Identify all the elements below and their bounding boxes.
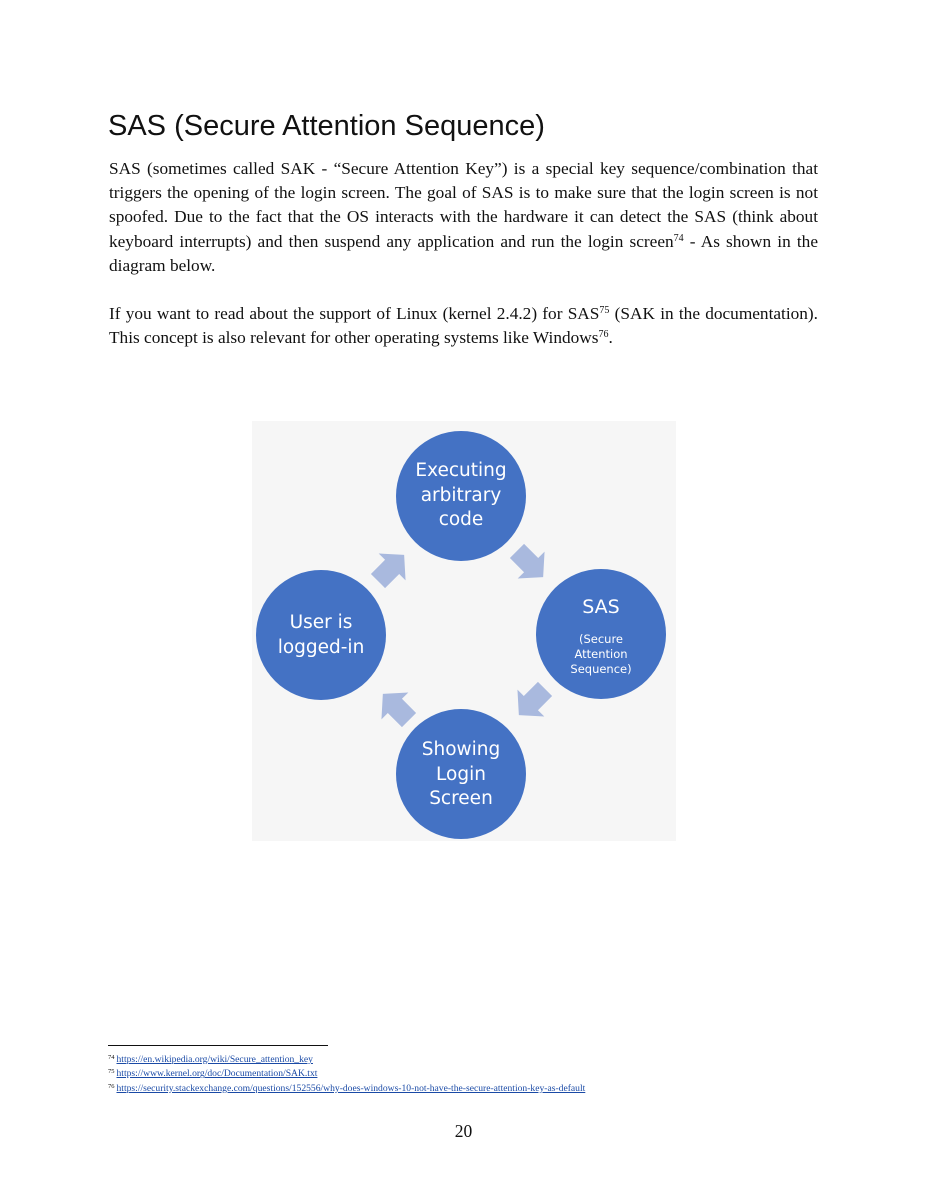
footnote-number: 76	[108, 1082, 115, 1090]
cycle-arrow	[365, 541, 418, 594]
node-title: SAS	[582, 596, 620, 618]
node-sublabel: (Secure	[578, 632, 624, 646]
node-label: Login	[436, 764, 486, 785]
paragraph-text: (SAK in the documentation). This concept is also relevant for other operating systems like Windows	[109, 304, 819, 348]
footnote-number: 74	[108, 1054, 115, 1061]
arrow-sas-to-showing	[505, 676, 558, 729]
footnotes	[108, 1052, 808, 1095]
footnote-number: 75	[108, 1068, 115, 1076]
node-label: Screen	[429, 788, 493, 809]
footnote-75	[108, 1066, 808, 1080]
cycle-arrow	[505, 676, 558, 729]
paragraph-text: If you want to read about the support of Linux (kernel 2.4.2) for SAS	[109, 304, 600, 323]
node-label: User is	[289, 612, 353, 633]
paragraph-text: .	[608, 328, 613, 348]
node-label: Showing	[421, 739, 501, 760]
footnote-74	[108, 1052, 808, 1066]
footnote-link[interactable]: https://security.stackexchange.com/questions/152556/why-does-windows-10-not-have-the-secure-attention-key-as-default	[116, 1082, 586, 1094]
footnote-divider	[108, 1045, 328, 1046]
arrow-user-to-executing	[365, 541, 418, 594]
node-label: Executing	[415, 460, 507, 481]
node-sublabel: Sequence)	[570, 662, 632, 676]
cycle-diagram-svg	[252, 421, 676, 841]
footnote-ref-75[interactable]: 75	[599, 305, 610, 316]
node-circle	[256, 570, 386, 700]
node-sublabel: Attention	[574, 647, 628, 661]
paragraph-sas-intro	[109, 157, 818, 278]
footnote-76	[108, 1081, 808, 1095]
node-showing-login-screen	[396, 709, 526, 839]
footnote-ref-74[interactable]: 74	[673, 232, 684, 244]
node-label: logged-in	[277, 637, 365, 658]
node-executing-arbitrary-code	[396, 431, 526, 561]
paragraph-linux-support	[109, 302, 818, 350]
footnote-link[interactable]: https://www.kernel.org/doc/Documentation/SAK.txt	[116, 1068, 318, 1080]
arrow-executing-to-sas	[504, 538, 557, 591]
page-title: SAS (Secure Attention Sequence)	[108, 110, 545, 142]
arrow-showing-to-user	[369, 680, 422, 733]
paragraph-text: SAS (sometimes called SAK - “Secure Attention Key”) is a special key sequence/combination that triggers the opening of the login screen. The goal of SAS is to make sure that the login screen is not spoofed. Due to the fact that the OS interacts with the hardware it can detect the SAS (think about keyboard interrupts) and then suspend any application and run the login screen	[109, 159, 818, 251]
node-user-logged-in	[256, 570, 386, 700]
cycle-arrow	[369, 680, 422, 733]
paragraph-text: - As shown in the diagram below.	[109, 231, 818, 275]
footnote-ref-76[interactable]: 76	[598, 329, 609, 341]
sas-cycle-diagram	[252, 421, 676, 841]
page-number: 20	[454, 1121, 473, 1141]
node-label: arbitrary	[420, 485, 502, 506]
footnote-link[interactable]: https://en.wikipedia.org/wiki/Secure_attention_key	[116, 1054, 313, 1065]
node-sas	[536, 569, 666, 699]
node-label: code	[438, 509, 484, 530]
cycle-arrow	[504, 538, 557, 591]
